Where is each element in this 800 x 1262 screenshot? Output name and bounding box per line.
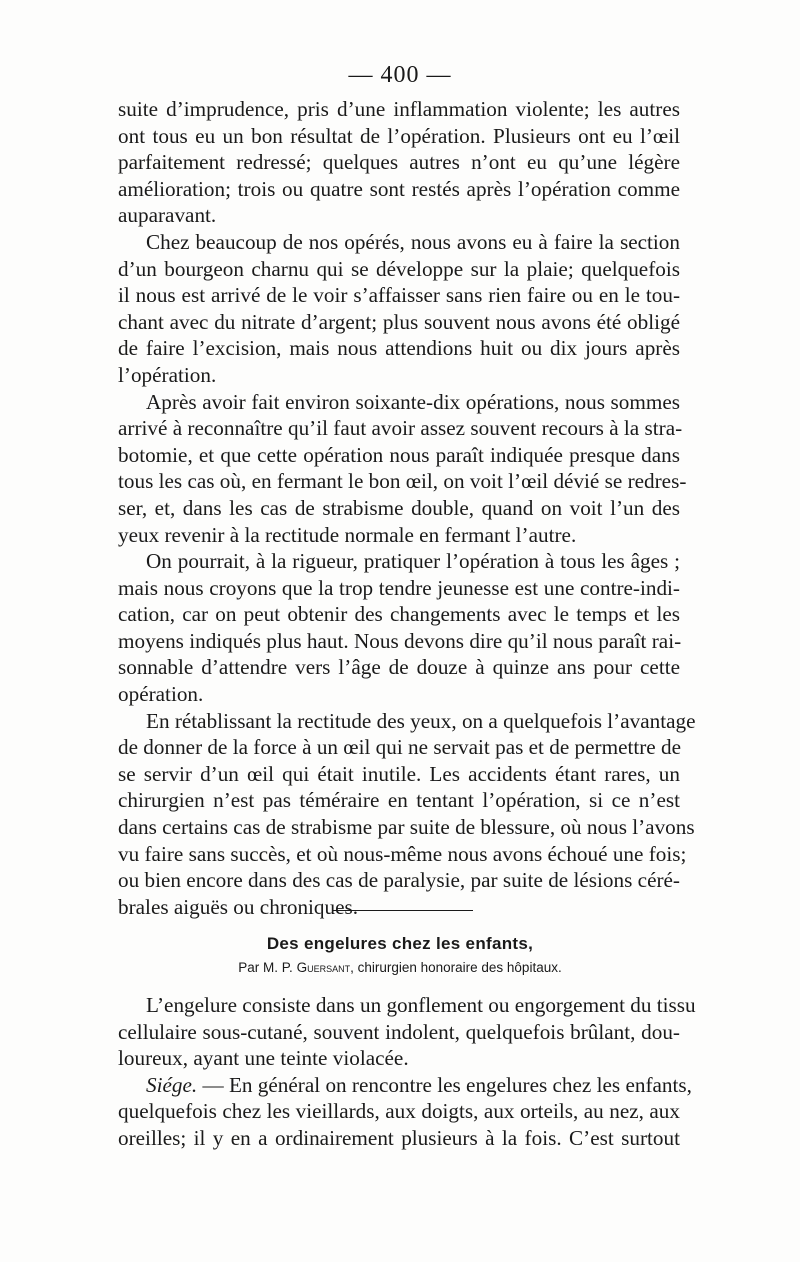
- text-line: brales aiguës ou chroniques.: [118, 894, 359, 919]
- text-line: auparavant.: [118, 203, 217, 228]
- article-title: Des engelures chez les enfants,: [266, 934, 534, 953]
- text-line: oreilles; il y en a ordinairement plusieurs à la fois. C’est surtout: [118, 1125, 680, 1150]
- text-line: ser, et, dans les cas de strabisme double, quand on voit l’un des: [118, 495, 680, 520]
- text-line: ou bien encore dans des cas de paralysie, par suite de lésions céré-: [118, 868, 680, 893]
- text-line: se servir d’un œil qui était inutile. Les accidents étant rares, un: [118, 761, 680, 786]
- text-line: ont tous eu un bon résultat de l’opération. Plusieurs ont eu l’œil: [118, 123, 680, 148]
- text-line: de donner de la force à un œil qui ne servait pas et de permettre de: [118, 735, 681, 760]
- text-line: botomie, et que cette opération nous paraît indiquée presque dans: [118, 442, 680, 467]
- text-line: cellulaire sous-cutané, souvent indolent, quelquefois brûlant, dou-: [118, 1019, 680, 1044]
- text-line: dans certains cas de strabisme par suite de blessure, où nous l’avons: [118, 815, 695, 840]
- text-line: moyens indiqués plus haut. Nous devons dire qu’il nous paraît rai-: [118, 628, 682, 653]
- text-line: loureux, ayant une teinte violacée.: [118, 1046, 409, 1071]
- byline-author: Guersant: [296, 960, 351, 975]
- body-text-section-2: [118, 992, 696, 1152]
- body-text-section-1: [118, 96, 696, 920]
- text-line: chirurgien n’est pas téméraire en tentant l’opération, si ce n’est: [118, 788, 680, 813]
- page-number: — 400 —: [348, 62, 452, 88]
- text-line: parfaitement redressé; quelques autres n’ont eu qu’une légère: [118, 150, 680, 175]
- text-line: tous les cas où, en fermant le bon œil, on voit l’œil dévié se redres-: [118, 469, 687, 494]
- siege-text: — En général on rencontre les engelures chez les enfants,: [202, 1072, 692, 1097]
- text-line: quelquefois chez les vieillards, aux doigts, aux orteils, au nez, aux: [118, 1099, 680, 1124]
- text-line: de faire l’excision, mais nous attendions huit ou dix jours après: [118, 336, 680, 361]
- byline-prefix: Par M. P.: [238, 960, 297, 975]
- text-line: mais nous croyons que la trop tendre jeunesse est une contre-indi-: [118, 575, 680, 600]
- text-line: opération.: [118, 682, 204, 707]
- text-line: chant avec du nitrate d’argent; plus souvent nous avons été obligé: [118, 309, 680, 334]
- text-line: amélioration; trois ou quatre sont restés après l’opération comme: [118, 176, 680, 201]
- text-line: L’engelure consiste dans un gonflement ou engorgement du tissu: [146, 993, 696, 1017]
- text-line-siege: [118, 1072, 692, 1099]
- text-line: Après avoir fait environ soixante-dix opérations, nous sommes: [146, 389, 680, 414]
- text-line: vu faire sans succès, et où nous-même nous avons échoué une fois;: [118, 841, 687, 866]
- text-line: l’opération.: [118, 362, 217, 387]
- text-line: yeux revenir à la rectitude normale en fermant l’autre.: [118, 522, 577, 547]
- text-line: On pourrait, à la rigueur, pratiquer l’opération à tous les âges ;: [146, 549, 680, 574]
- text-line: Chez beaucoup de nos opérés, nous avons eu à faire la section: [146, 229, 680, 254]
- text-line: sonnable d’attendre vers l’âge de douze à quinze ans pour cette: [118, 655, 680, 680]
- text-line: d’un bourgeon charnu qui se développe sur la plaie; quelquefois: [118, 256, 680, 281]
- siege-label: Siége.: [146, 1072, 198, 1097]
- text-line: il nous est arrivé de le voir s’affaisser sans rien faire ou en le tou-: [118, 283, 680, 308]
- text-line: cation, car on peut obtenir des changements avec le temps et les: [118, 602, 680, 627]
- text-line: suite d’imprudence, pris d’une inflammation violente; les autres: [118, 97, 680, 121]
- text-line: En rétablissant la rectitude des yeux, on a quelquefois l’avantage: [146, 708, 696, 733]
- article-byline: [0, 960, 800, 975]
- section-divider: [333, 910, 473, 911]
- byline-suffix: , chirurgien honoraire des hôpitaux.: [350, 960, 562, 975]
- text-line: arrivé à reconnaître qu’il faut avoir assez souvent recours à la stra-: [118, 416, 683, 441]
